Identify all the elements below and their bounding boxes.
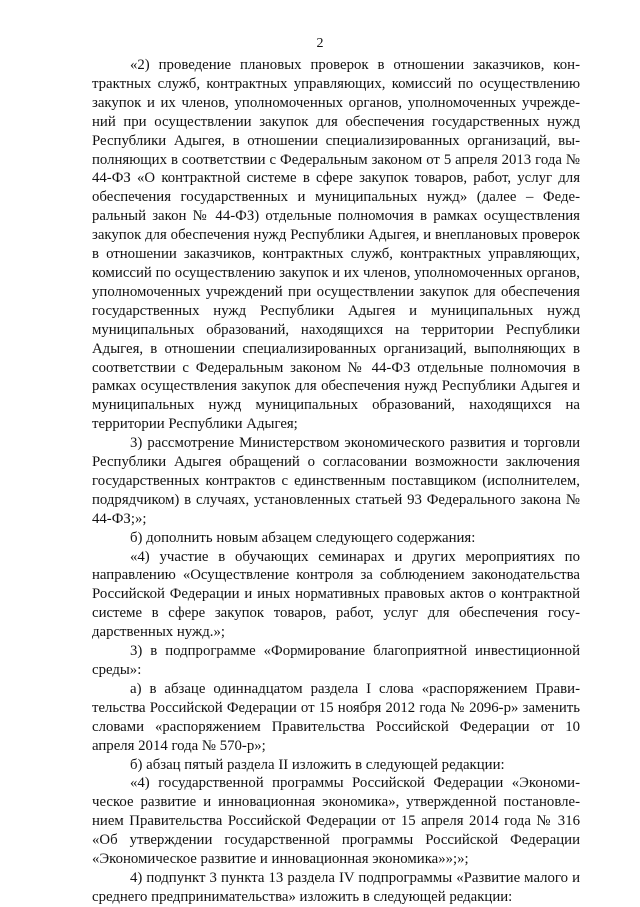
paragraph-item-2: «2) проведение плановых проверок в отношении заказчиков, контрактных служб, контрактных управляющих, комиссий по осуществлению закупок и их членов, уполномоченных органов, уполномоченных учреждений при осуществлении закупок для обеспечения государственных нужд Республики Адыгея, в отношении специализированных организаций, выполняющих в соответствии с Федеральным законом от 5 апреля 2013 года № 44-ФЗ «О контрактной системе в сфере закупок товаров, работ, услуг для обеспечения государственных и муниципальных нужд» (далее – Федеральный закон № 44-ФЗ) отдельные полномочия в рамках осуществления закупок для обеспечения нужд Республики Адыгея, и внеплановых проверок в отношении заказчиков, контрактных служб, контрактных управляющих, комиссий по осуществлению закупок и их членов, уполномоченных органов, уполномоченных учреждений при осуществлении закупок для обеспечения государственных нужд Республики Адыгея и муниципальных нужд муниципальных образований, находящихся на территории Республики Адыгея, в отношении специализированных организаций, выполняющих в соответствии с Федеральным законом № 44-ФЗ отдельные полномочия в рамках осуществления закупок для обеспечения нужд Республики Адыгея и муниципальных нужд муниципальных образований, находящихся на территории Республики Адыгея; xyxy=(92,57,580,433)
document-body xyxy=(92,56,580,907)
paragraph-item-3-investment: 3) в подпрограмме «Формирование благоприятной инвестиционной среды»: xyxy=(92,643,580,678)
paragraph-subitem-a: а) в абзаце одиннадцатом раздела I слова «распоряжением Правительства Российской Федерации от 15 ноября 2012 года № 2096-р» заменить словами «распоряжением Правительства Российской Федерации от 10 апреля 2014 года № 570-р»; xyxy=(92,680,580,754)
paragraph-subitem-b: б) дополнить новым абзацем следующего содержания: xyxy=(130,529,476,546)
paragraph-subitem-b-section-ii: б) абзац пятый раздела II изложить в следующей редакции: xyxy=(130,756,505,773)
paragraph-item-3: 3) рассмотрение Министерством экономического развития и торговли Республики Адыгея обращений о согласовании возможности заключения государственных контрактов с единственным поставщиком (исполнителем, подрядчиком) в случаях, установленных статьей 93 Федерального закона № 44-ФЗ;»; xyxy=(92,435,580,527)
page-number: 2 xyxy=(316,36,324,51)
paragraph-item-4-subprogram: 4) подпункт 3 пункта 13 раздела IV подпрограммы «Развитие малого и среднего предпринимательства» изложить в следующей редакции: xyxy=(92,869,580,905)
paragraph-item-4-program: «4) государственной программы Российской Федерации «Экономическое развитие и инновационная экономика», утвержденной постановлением Правительства Российской Федерации от 15 апреля 2014 года № 316 «Об утверждении государственной программы Российской Федерации «Экономическое развитие и инновационная экономика»»;»; xyxy=(92,775,580,868)
paragraph-item-4-training: «4) участие в обучающих семинарах и других мероприятиях по направлению «Осуществление контроля за соблюдением законодательства Российской Федерации и иных нормативных правовых актов о контрактной системе в сфере закупок товаров, работ, услуг для обеспечения государственных нужд.»; xyxy=(92,548,580,641)
